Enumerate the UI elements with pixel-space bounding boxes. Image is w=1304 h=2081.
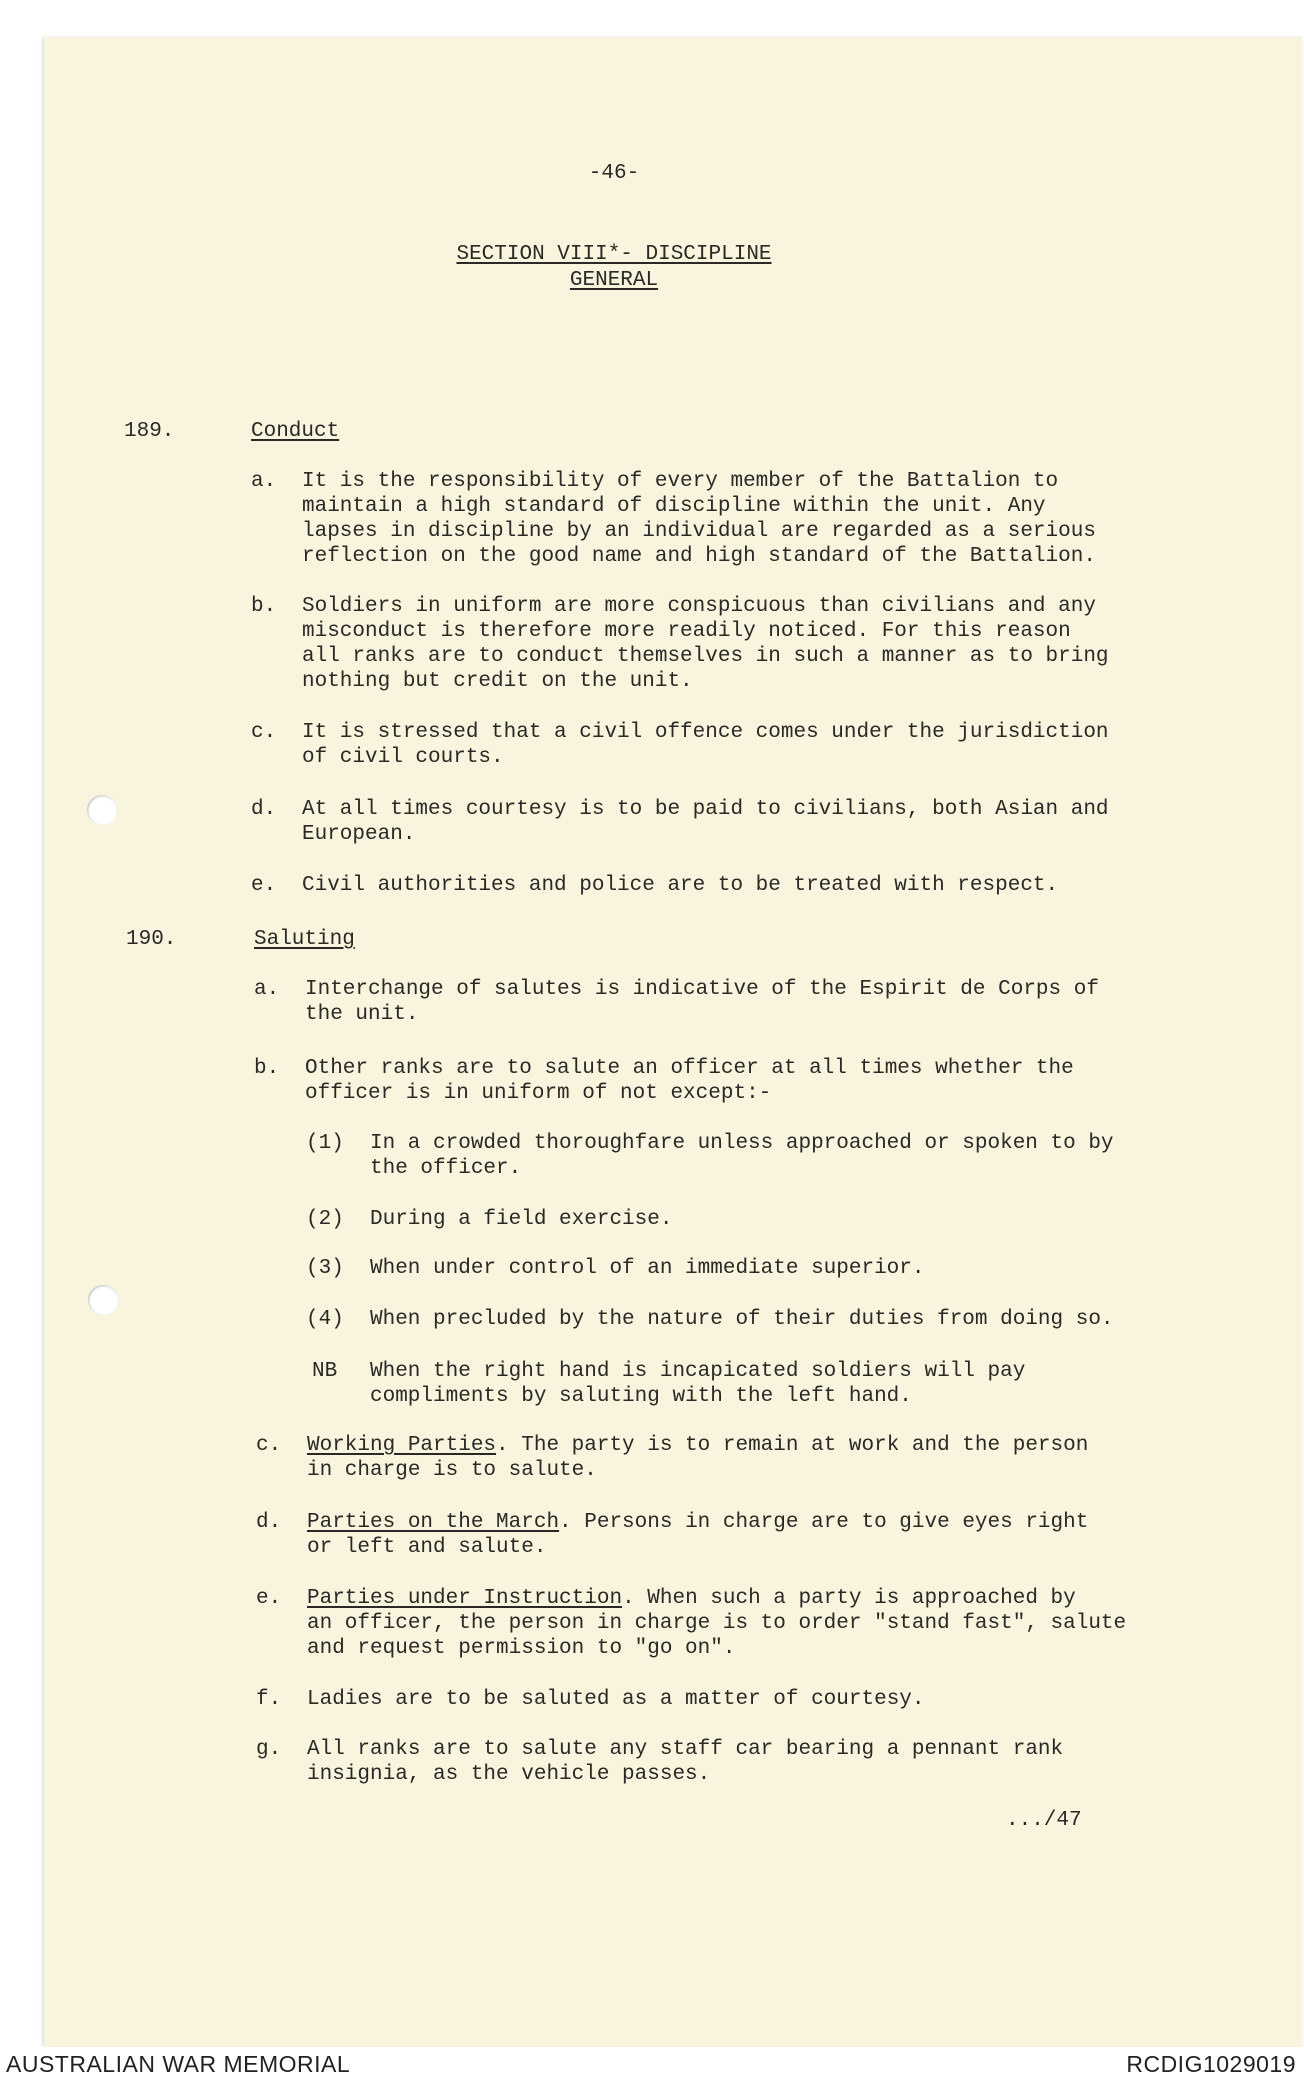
item-title: Parties under Instruction [307, 1587, 623, 1610]
exception-line: In a crowded thoroughfare unless approached or spoken to by [370, 1132, 1114, 1155]
item-line: At all times courtesy is to be paid to civilians, both Asian and [302, 798, 1109, 821]
item-line: all ranks are to conduct themselves in such a manner as to bring [302, 645, 1109, 668]
item-letter: f. [256, 1688, 282, 1711]
item-letter: c. [251, 721, 277, 744]
item-title: Working Parties [307, 1434, 497, 1457]
item-letter: g. [256, 1738, 282, 1761]
exception-line: When precluded by the nature of their duties from doing so. [370, 1308, 1114, 1331]
punch-hole [87, 795, 117, 825]
paragraph-number: 190. [126, 928, 177, 951]
item-text: . When such a party is approached by [622, 1587, 1076, 1610]
exception-mark: (3) [306, 1257, 344, 1280]
item-line: nothing but credit on the unit. [302, 670, 693, 693]
item-line: European. [302, 823, 416, 846]
item-line: in charge is to salute. [307, 1459, 597, 1482]
document-page [44, 37, 1302, 2047]
exception-mark: (1) [306, 1132, 344, 1155]
item-text: . The party is to remain at work and the person [496, 1434, 1089, 1457]
item-line: misconduct is therefore more readily noticed. For this reason [302, 620, 1071, 643]
section-subheading: GENERAL [569, 269, 659, 292]
item-line: the unit. [305, 1003, 419, 1026]
item-line: an officer, the person in charge is to order "stand fast", salute [307, 1612, 1127, 1635]
paragraph-heading: Saluting [254, 928, 355, 951]
item-line: All ranks are to salute any staff car bearing a pennant rank [307, 1738, 1064, 1761]
exception-mark: (4) [306, 1308, 344, 1331]
item-letter: e. [251, 874, 277, 897]
item-letter: b. [254, 1057, 280, 1080]
item-line: and request permission to "go on". [307, 1637, 736, 1660]
item-letter: e. [256, 1587, 282, 1610]
item-line: maintain a high standard of discipline within the unit. Any [302, 495, 1046, 518]
paragraph-number: 189. [124, 420, 175, 443]
exception-line: the officer. [370, 1157, 522, 1180]
archive-footer [0, 2047, 1304, 2081]
exception-line: During a field exercise. [370, 1208, 673, 1231]
exception-line: When under control of an immediate superior. [370, 1257, 925, 1280]
item-line: Civil authorities and police are to be treated with respect. [302, 874, 1059, 897]
exception-line: compliments by saluting with the left hand. [370, 1385, 912, 1408]
item-line: It is the responsibility of every member of the Battalion to [302, 470, 1059, 493]
nb-mark: NB [312, 1360, 338, 1383]
page-number: -46- [588, 162, 640, 185]
item-line: It is stressed that a civil offence comes under the jurisdiction [302, 721, 1109, 744]
item-line: or left and salute. [307, 1536, 547, 1559]
item-line: reflection on the good name and high standard of the Battalion. [302, 545, 1096, 568]
item-title: Parties on the March [307, 1511, 560, 1534]
section-heading: SECTION VIII*- DISCIPLINE [456, 243, 772, 266]
item-line [307, 1433, 1088, 1459]
item-line: Ladies are to be saluted as a matter of courtesy. [307, 1688, 925, 1711]
exception-line: When the right hand is incapicated soldiers will pay [370, 1360, 1026, 1383]
item-letter: d. [251, 798, 277, 821]
item-letter: a. [254, 978, 280, 1001]
item-line: Other ranks are to salute an officer at all times whether the [305, 1057, 1074, 1080]
item-line: lapses in discipline by an individual are regarded as a serious [302, 520, 1096, 543]
item-line: insignia, as the vehicle passes. [307, 1763, 711, 1786]
exception-mark: (2) [306, 1208, 344, 1231]
footer-institution: AUSTRALIAN WAR MEMORIAL [6, 2051, 351, 2077]
item-letter: c. [256, 1434, 282, 1457]
item-line: of civil courts. [302, 746, 504, 769]
footer-record-id: RCDIG1029019 [1126, 2051, 1296, 2077]
continuation-marker: .../47 [1006, 1809, 1082, 1832]
punch-hole [88, 1285, 118, 1315]
item-line: officer is in uniform of not except:- [305, 1082, 772, 1105]
paragraph-heading: Conduct [251, 420, 340, 443]
item-line [307, 1510, 1088, 1536]
item-letter: d. [256, 1511, 282, 1534]
item-line [307, 1586, 1076, 1612]
item-line: Soldiers in uniform are more conspicuous than civilians and any [302, 595, 1096, 618]
item-line: Interchange of salutes is indicative of the Espirit de Corps of [305, 978, 1099, 1001]
item-letter: b. [251, 595, 277, 618]
item-text: . Persons in charge are to give eyes right [559, 1511, 1089, 1534]
item-letter: a. [251, 470, 277, 493]
